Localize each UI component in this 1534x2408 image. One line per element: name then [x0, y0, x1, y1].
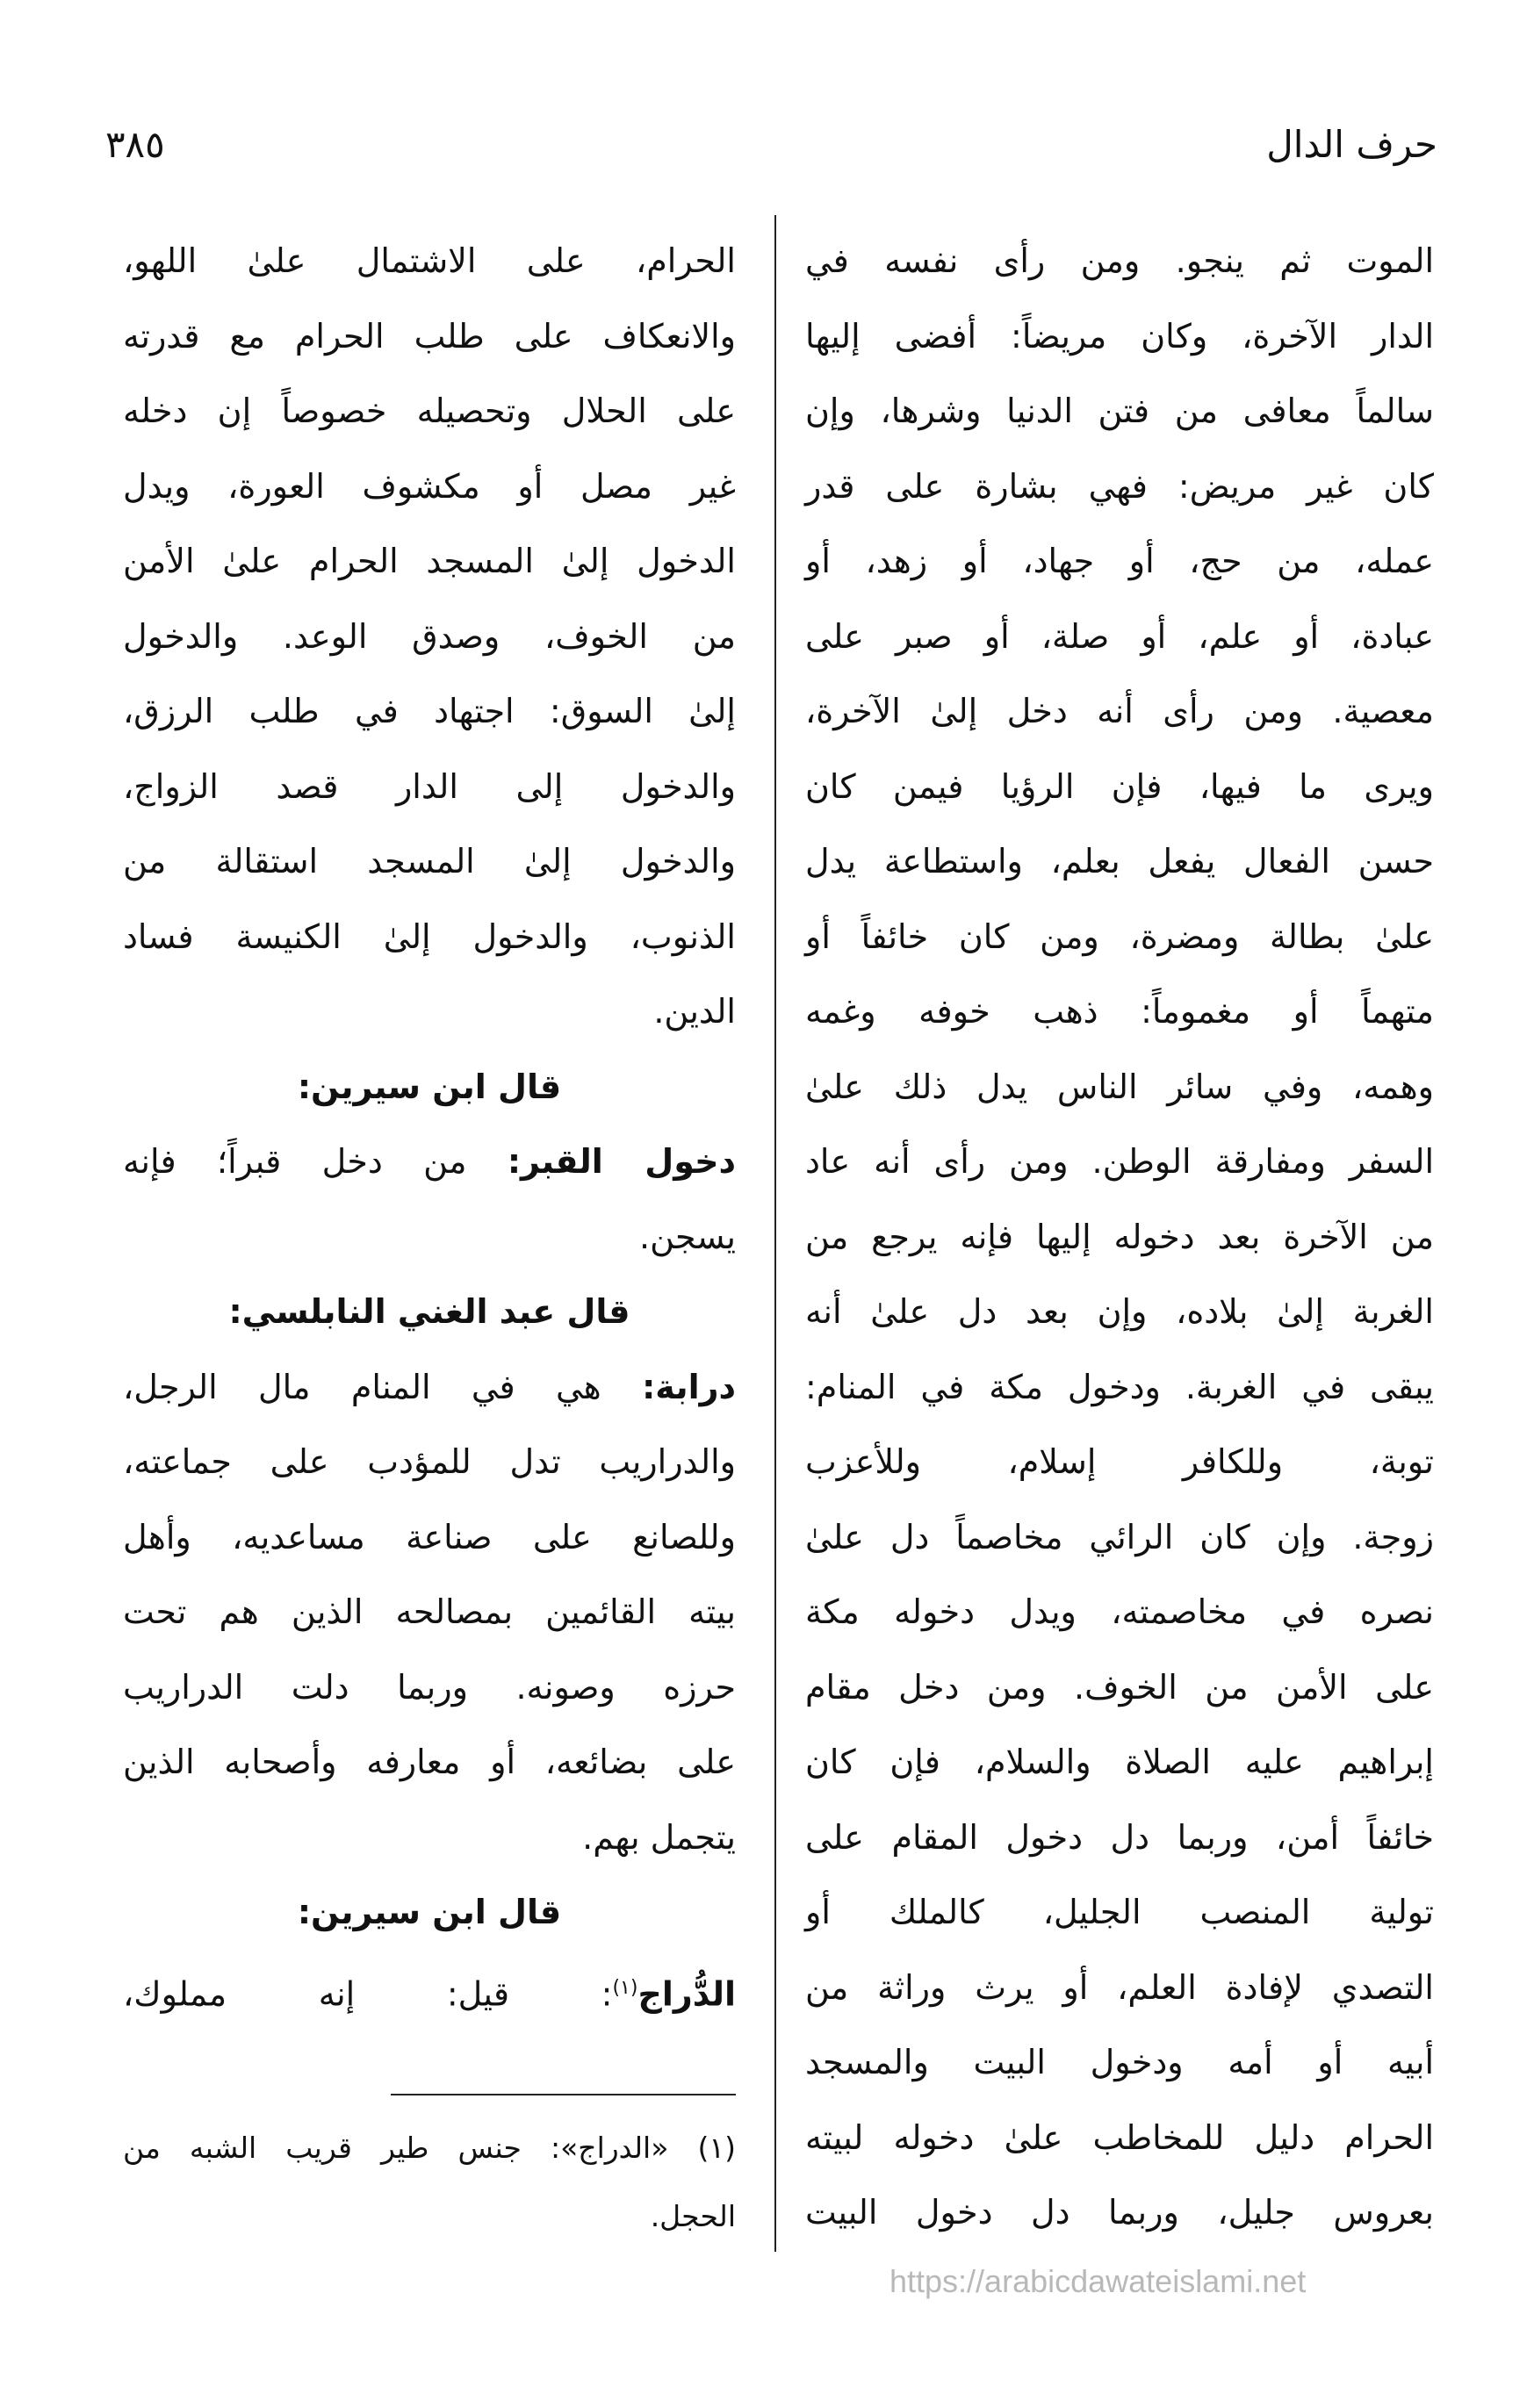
text-line: الغربة إلىٰ بلاده، وإن بعد دل علىٰ أنه	[805, 1292, 1434, 1331]
text-line: ويرى ما فيها، فإن الرؤيا فيمن كان	[805, 766, 1434, 806]
section-heading: قال عبد الغني النابلسي:	[228, 1292, 630, 1331]
entry-line	[123, 1951, 736, 2026]
text-line: والدخول إلىٰ المسجد استقالة من	[123, 842, 736, 881]
section-heading: قال ابن سيرين:	[297, 1067, 562, 1106]
text-line: الحرام دليل للمخاطب علىٰ دخوله لبيته	[805, 2117, 1434, 2157]
entry-term: الدُّراج	[637, 1974, 736, 2014]
footnote	[123, 2114, 736, 2251]
text-line: من الآخرة بعد دخوله إليها فإنه يرجع من	[805, 1217, 1434, 1256]
text-line: وهمه، وفي سائر الناس يدل ذلك علىٰ	[805, 1067, 1434, 1106]
text-line: الحرام، على الاشتمال علىٰ اللهو،	[123, 241, 736, 280]
text-line: الدخول إلىٰ المسجد الحرام علىٰ الأمن	[123, 542, 736, 580]
text-line: علىٰ بطالة ومضرة، ومن كان خائفاً أو	[805, 916, 1434, 956]
text-line: على الأمن من الخوف. ومن دخل مقام	[805, 1667, 1434, 1707]
text-line: الدار الآخرة، وكان مريضاً: أفضى إليها	[805, 316, 1434, 356]
entry-text: هي في المنام مال الرجل،	[123, 1367, 601, 1406]
watermark: https://arabicdawateislami.net	[889, 2263, 1307, 2299]
text-line: تولية المنصب الجليل، كالملك أو	[805, 1893, 1434, 1931]
text-line: الذنوب، والدخول إلىٰ الكنيسة فساد	[123, 916, 736, 956]
footnote-ref: (١)	[612, 1976, 638, 1999]
paragraph	[123, 1425, 736, 1875]
text-line: كان غير مريض: فهي بشارة على قدر	[805, 466, 1434, 506]
running-head: حرف الدال	[1266, 123, 1437, 166]
text-line: الدين.	[653, 992, 736, 1031]
text-line: إلىٰ السوق: اجتهاد في طلب الرزق،	[123, 692, 736, 730]
text-line: بعروس جليل، وربما دل دخول البيت	[805, 2193, 1434, 2232]
text-line: من الخوف، وصدق الوعد. والدخول	[123, 616, 736, 656]
entry-text: : قيل: إنه مملوك،	[123, 1974, 613, 2014]
footnote-rule	[391, 2094, 736, 2095]
footnote-line: الحجل.	[650, 2199, 736, 2233]
entry-term: دخول القبر:	[507, 1142, 736, 1181]
text-line: والدراريب تدل للمؤدب على جماعته،	[123, 1442, 736, 1481]
text-line: والانعكاف على طلب الحرام مع قدرته	[123, 316, 736, 356]
entry-line	[123, 1125, 736, 1200]
text-line: على بضائعه، أو معارفه وأصحابه الذين	[123, 1743, 736, 1781]
text-line: معصية. ومن رأى أنه دخل إلىٰ الآخرة،	[805, 692, 1434, 730]
text-line: سالماً معافى من فتن الدنيا وشرها، وإن	[805, 392, 1434, 430]
entry-term: درابة:	[642, 1367, 736, 1406]
text-line: بيته القائمين بمصالحه الذين هم تحت	[123, 1592, 736, 1631]
text-line: عمله، من حج، أو جهاد، أو زهد، أو	[805, 542, 1434, 580]
text-line: يبقى في الغربة. ودخول مكة في المنام:	[805, 1367, 1434, 1406]
text-line: على الحلال وتحصيله خصوصاً إن دخله	[123, 392, 736, 430]
page-number: ٣٨٥	[105, 123, 165, 166]
text-line: إبراهيم عليه الصلاة والسلام، فإن كان	[805, 1743, 1434, 1781]
section-heading: قال ابن سيرين:	[297, 1893, 562, 1931]
text-line: الموت ثم ينجو. ومن رأى نفسه في	[805, 241, 1434, 280]
text-line: عبادة، أو علم، أو صلة، أو صبر على	[805, 616, 1434, 656]
text-line: زوجة. وإن كان الرائي مخاصماً دل علىٰ	[805, 1517, 1434, 1556]
text-line: يتجمل بهم.	[582, 1817, 736, 1857]
column-divider	[774, 215, 776, 2252]
entry-text: من دخل قبراً؛ فإنه	[123, 1142, 467, 1181]
right-column	[805, 224, 1434, 2251]
entry-line	[123, 1350, 736, 1426]
paragraph	[123, 224, 736, 1050]
left-column	[123, 224, 736, 2025]
text-line: غير مصل أو مكشوف العورة، ويدل	[123, 466, 736, 506]
text-line: خائفاً أمن، وربما دل دخول المقام على	[805, 1817, 1434, 1857]
text-line: أبيه أو أمه ودخول البيت والمسجد	[805, 2043, 1434, 2081]
text-line: حرزه وصونه. وربما دلت الدراريب	[123, 1667, 736, 1707]
entry-line: يسجن.	[638, 1217, 736, 1256]
text-line: والدخول إلى الدار قصد الزواج،	[123, 766, 736, 806]
text-line: التصدي لإفادة العلم، أو يرث وراثة من	[805, 1967, 1434, 2007]
text-line: متهماً أو مغموماً: ذهب خوفه وغمه	[805, 992, 1434, 1031]
footnote-line: (١) «الدراج»: جنس طير قريب الشبه من	[123, 2131, 736, 2165]
text-line: السفر ومفارقة الوطن. ومن رأى أنه عاد	[805, 1142, 1434, 1181]
text-line: توبة، وللكافر إسلام، وللأعزب	[805, 1442, 1434, 1481]
text-line: حسن الفعال يفعل بعلم، واستطاعة يدل	[805, 842, 1434, 881]
text-line: نصره في مخاصمته، ويدل دخوله مكة	[805, 1592, 1434, 1631]
text-line: وللصانع على صناعة مساعديه، وأهل	[123, 1517, 736, 1556]
